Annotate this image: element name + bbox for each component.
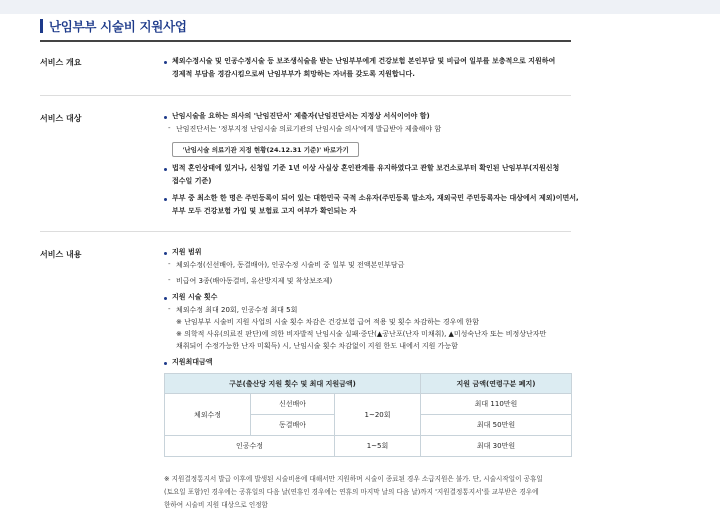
table-cell-fresh-amount: 최대 110만원 xyxy=(421,394,572,415)
table-cell-iui: 인공수정 xyxy=(165,436,335,457)
table-row xyxy=(165,436,572,457)
table-cell-ivf: 체외수정 xyxy=(165,394,251,436)
dash-marker: - xyxy=(168,276,171,284)
table-header-amount: 지원 금액(연령구분 폐지) xyxy=(421,374,572,394)
scope-title: 지원 범위 xyxy=(172,248,202,256)
section-label-target: 서비스 대상 xyxy=(40,114,82,123)
scope-item-2: 비급여 3종(배아동결비, 유산방지제 및 착상보조제) xyxy=(176,277,333,285)
table-cell-ivf-count: 1~20회 xyxy=(335,394,421,436)
page-title-text: 난임부부 시술비 지원사업 xyxy=(49,19,187,34)
count-note-1: ※ 난임부부 시술비 지원 사업의 시술 횟수 차감은 건강보험 급여 적용 및 횟수 차감하는 경우에 한함 xyxy=(176,318,479,326)
designated-clinics-link-button[interactable] xyxy=(172,142,359,157)
bullet-dot xyxy=(164,198,167,201)
bullet-dot xyxy=(164,168,167,171)
target-item-2-line-2: 접수일 기준) xyxy=(172,177,212,185)
footnote-line-3: 한하여 시술비 지원 대상으로 인정함 xyxy=(164,501,268,509)
count-title: 지원 시술 횟수 xyxy=(172,293,218,301)
table-cell-iui-count: 1~5회 xyxy=(335,436,421,457)
footnote-line-1: ※ 지원결정통지서 발급 이후에 발생된 시술비용에 대해서만 지원하며 시술이 종료된 경우 소급지원은 불가. 단, 시술시작일이 공휴일 xyxy=(164,475,543,483)
table-row xyxy=(165,394,572,415)
bullet-dot xyxy=(164,297,167,300)
bullet-dot xyxy=(164,362,167,365)
page-title xyxy=(40,17,187,35)
table-cell-frozen-amount: 최대 50만원 xyxy=(421,415,572,436)
top-bar xyxy=(0,0,720,14)
overview-line-2: 경제적 부담을 경감시킴으로써 난임부부가 희망하는 자녀를 갖도록 지원합니다. xyxy=(172,70,415,78)
title-accent-bar xyxy=(40,19,43,33)
scope-item-1: 체외수정(신선배아, 동결배아), 인공수정 시술비 중 일부 및 전액본인부담금 xyxy=(176,261,405,269)
table-cell-frozen: 동결배아 xyxy=(251,415,335,436)
bullet-dot xyxy=(164,252,167,255)
dash-marker: - xyxy=(168,305,171,313)
footnote-line-2: (토요일 포함)인 경우에는 공휴일의 다음 날(연휴인 경우에는 연휴의 마지막 날의 다음 날)까지 '지원결정통지서'를 교부받은 경우에 xyxy=(164,488,539,496)
target-item-1-sub: 난임진단서는 '정부지정 난임시술 의료기관의 난임시술 의사'에게 발급받아 제출해야 함 xyxy=(176,125,442,133)
designated-clinics-link-label: '난임시술 의료기관 지정 현황(24.12.31 기준)' 바로가기 xyxy=(182,146,349,154)
bullet-dot xyxy=(164,116,167,119)
count-note-3: 채취되어 수정가능한 난자 미획득) 시, 난임시술 횟수 차감없이 지원 한도 내에서 지원 가능함 xyxy=(176,342,458,350)
table-cell-iui-amount: 최대 30만원 xyxy=(421,436,572,457)
target-item-3-line-2: 부부 모두 건강보험 가입 및 보험료 고지 여부가 확인되는 자 xyxy=(172,207,357,215)
divider xyxy=(40,231,571,232)
table-cell-fresh: 신선배아 xyxy=(251,394,335,415)
table-header-row xyxy=(165,374,572,394)
target-item-3-line-1: 부부 중 최소한 한 명은 주민등록이 되어 있는 대한민국 국적 소유자(주민등록 말소자, 재외국민 주민등록자는 대상에서 제외)이면서, xyxy=(172,194,579,202)
count-note-2: ※ 의학적 사유(의료진 판단)에 의한 비자발적 난임시술 실패·중단(▲공난포(난자 미채취), ▲미성숙난자 또는 비정상난자만 xyxy=(176,330,547,338)
target-item-2-line-1: 법적 혼인상태에 있거나, 신청일 기준 1년 이상 사실상 혼인관계를 유지하였다고 관할 보건소로부터 확인된 난임부부(지원신청 xyxy=(172,164,560,172)
dash-marker: - xyxy=(168,124,171,132)
max-amount-title: 지원최대금액 xyxy=(172,358,213,366)
target-item-1: 난임시술을 요하는 의사의 '난임진단서' 제출자(난임진단서는 지정상 서식이어야 함) xyxy=(172,112,430,120)
dash-marker: - xyxy=(168,260,171,268)
divider xyxy=(40,95,571,96)
section-label-content: 서비스 내용 xyxy=(40,250,82,259)
table-header-category: 구분(출산당 지원 횟수 및 최대 지원금액) xyxy=(165,374,421,394)
bullet-dot xyxy=(164,61,167,64)
section-label-overview: 서비스 개요 xyxy=(40,58,82,67)
overview-line-1: 체외수정시술 및 인공수정시술 등 보조생식술을 받는 난임부부에게 건강보험 본인부담 및 비급여 일부를 보충적으로 지원하여 xyxy=(172,57,556,65)
support-amount-table xyxy=(164,373,572,457)
title-rule xyxy=(40,40,571,42)
count-item: 체외수정 최대 20회, 인공수정 최대 5회 xyxy=(176,306,298,314)
